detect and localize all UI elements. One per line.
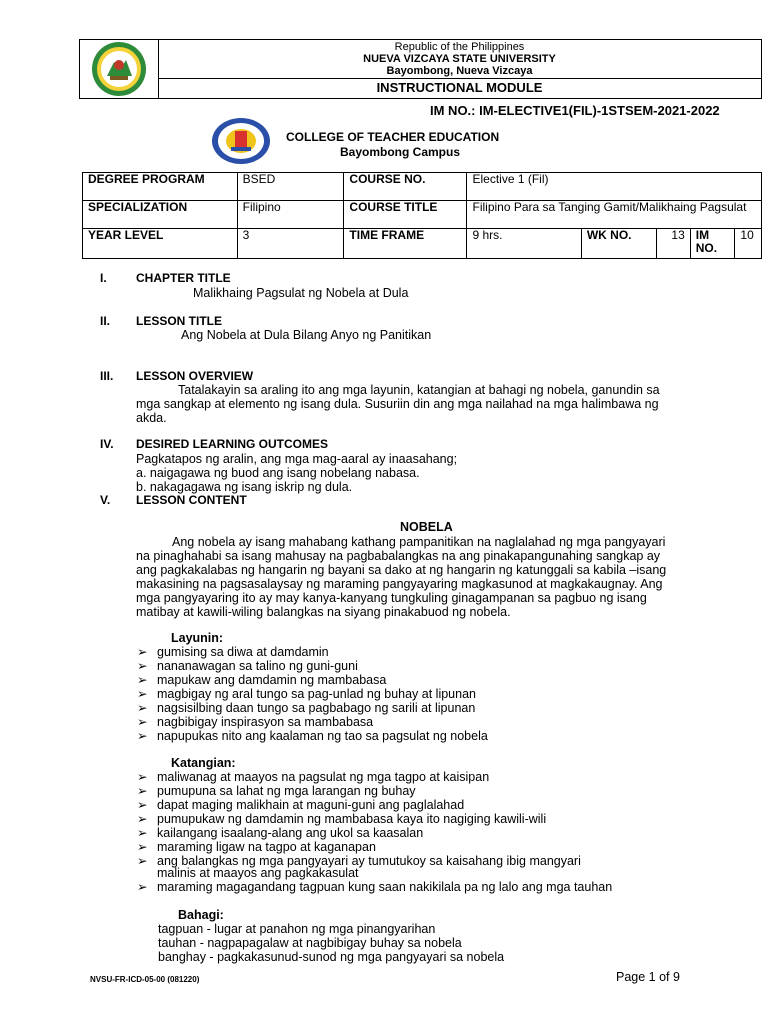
- section-number: IV.: [100, 437, 114, 451]
- arrow-bullet-icon: ➢: [137, 687, 148, 701]
- arrow-bullet-icon: ➢: [137, 840, 148, 854]
- page-number: Page 1 of 9: [616, 970, 680, 984]
- arrow-bullet-icon: ➢: [137, 880, 148, 894]
- university-logo-cell: [80, 40, 159, 98]
- arrow-bullet-icon: ➢: [137, 826, 148, 840]
- year-level-value: 3: [237, 229, 344, 259]
- campus-name: Bayombong Campus: [340, 145, 461, 159]
- time-frame-value: 9 hrs.: [467, 229, 581, 259]
- list-item-text: maraming magagandang tagpuan kung saan nakikilala pa ng lalo ang mga tauhan: [157, 880, 613, 894]
- overview-line: mga sangkap at elemento ng isang dula. Susuriin din ang mga nailahad na mga halimbawa ng: [136, 397, 659, 411]
- paragraph-line: Ang nobela ay isang mahabang kathang pampanitikan na naglalahad ng mga pangyayari: [172, 535, 666, 549]
- section-heading: DESIRED LEARNING OUTCOMES: [136, 437, 329, 451]
- katangian-heading: Katangian:: [171, 756, 236, 770]
- paragraph-line: mga pangyayaring ito ay may kanya-kanyang tungkuling ginagampanan sa pagbuo ng isang: [136, 591, 647, 605]
- arrow-bullet-icon: ➢: [137, 701, 148, 715]
- list-item-text: pumupuna sa lahat ng mga larangan ng buhay: [157, 784, 416, 798]
- college-seal-icon: [211, 117, 271, 165]
- chapter-title-text: Malikhaing Pagsulat ng Nobela at Dula: [193, 286, 409, 300]
- section-heading: LESSON CONTENT: [136, 493, 247, 507]
- lesson-title-text: Ang Nobela at Dula Bilang Anyo ng Panitikan: [181, 328, 432, 342]
- degree-label: DEGREE PROGRAM: [83, 173, 238, 201]
- arrow-bullet-icon: ➢: [137, 673, 148, 687]
- list-item-text: nananawagan sa talino ng guni-guni: [157, 659, 358, 673]
- outcome-line: b. nakagagawa ng isang iskrip ng dula.: [136, 480, 353, 494]
- arrow-bullet-icon: ➢: [137, 659, 148, 673]
- university-location: Bayombong, Nueva Vizcaya: [386, 65, 533, 77]
- table-row: [83, 201, 762, 229]
- outcome-line: Pagkatapos ng aralin, ang mga mag-aaral ay inaasahang;: [136, 452, 458, 466]
- bahagi-item: tagpuan - lugar at panahon ng mga pinangyarihan: [158, 922, 436, 936]
- overview-line: Tatalakayin sa araling ito ang mga layunin, katangian at bahagi ng nobela, ganundin sa: [178, 383, 660, 397]
- list-item-text: ang balangkas ng mga pangyayari ay tumutukoy sa kaisahang ibig mangyari: [157, 854, 581, 868]
- arrow-bullet-icon: ➢: [137, 770, 148, 784]
- paragraph-line: ang pagkakalabas ng hangarin ng bayani sa dako at ng hangarin ng katunggali sa kabila –isang: [136, 563, 667, 577]
- course-info-table: [82, 172, 762, 259]
- arrow-bullet-icon: ➢: [137, 854, 148, 868]
- content-heading: NOBELA: [400, 520, 453, 534]
- college-block: [286, 130, 499, 160]
- week-no-label: WK NO.: [581, 229, 656, 259]
- bahagi-item: banghay - pagkakasunud-sunod ng mga pangyayari sa nobela: [158, 950, 505, 964]
- college-name: COLLEGE OF TEACHER EDUCATION: [286, 130, 500, 144]
- list-item-text: maraming ligaw na tagpo at kaganapan: [157, 840, 376, 854]
- list-item-text: dapat maging malikhain at maguni-guni ang paglalahad: [157, 798, 465, 812]
- arrow-bullet-icon: ➢: [137, 729, 148, 743]
- section-heading: LESSON OVERVIEW: [136, 369, 254, 383]
- arrow-bullet-icon: ➢: [137, 812, 148, 826]
- paragraph-line: makasining na pagsasalaysay ng maraming pangyayaring magkasunod at magkakaugnay. Ang: [136, 577, 663, 591]
- list-item-text: nagsisilbing daan tungo sa pagbabago ng sarili at lipunan: [157, 701, 476, 715]
- im-number: IM NO.: IM-ELECTIVE1(FIL)-1STSEM-2021-2022: [430, 103, 720, 118]
- list-item-text: pumupukaw ng damdamin ng mambabasa kaya ito nagiging kawili-wili: [157, 812, 547, 826]
- section-number: V.: [100, 493, 111, 507]
- paragraph-line: matibay at kawili-wiling balangkas na siyang pinakabuod ng nobela.: [136, 605, 511, 619]
- course-title-value: Filipino Para sa Tanging Gamit/Malikhaing Pagsulat: [467, 201, 762, 229]
- course-no-value: Elective 1 (Fil): [467, 173, 762, 201]
- section-heading: LESSON TITLE: [136, 314, 223, 328]
- list-item-text: mapukaw ang damdamin ng mambabasa: [157, 673, 387, 687]
- university-seal-icon: [80, 40, 158, 98]
- list-item-text: nagbibigay inspirasyon sa mambabasa: [157, 715, 374, 729]
- module-title: INSTRUCTIONAL MODULE: [376, 80, 543, 95]
- section-number: III.: [100, 369, 114, 383]
- paragraph-line: na pinaghahabi sa isang mahusay na pagbabalangkas na ang pinakapangunahing sangkap ay: [136, 549, 661, 563]
- bahagi-heading: Bahagi:: [178, 908, 224, 922]
- degree-value: BSED: [237, 173, 344, 201]
- section-heading: CHAPTER TITLE: [136, 271, 231, 285]
- table-row: [83, 173, 762, 201]
- specialization-label: SPECIALIZATION: [83, 201, 238, 229]
- university-header: [158, 40, 761, 79]
- university-name: NUEVA VIZCAYA STATE UNIVERSITY: [363, 53, 556, 65]
- year-level-label: YEAR LEVEL: [83, 229, 238, 259]
- outcome-line: a. naigagawa ng buod ang isang nobelang nabasa.: [136, 466, 420, 480]
- section-number: I.: [100, 271, 107, 285]
- course-title-label: COURSE TITLE: [344, 201, 467, 229]
- republic-line: Republic of the Philippines: [394, 41, 525, 53]
- header-box: [79, 39, 762, 99]
- table-row: [83, 229, 762, 259]
- im-no-value: 10: [735, 229, 762, 259]
- week-no-value: 13: [657, 229, 691, 259]
- time-frame-label: TIME FRAME: [344, 229, 467, 259]
- bahagi-item: tauhan - nagpapagalaw at nagbibigay buhay sa nobela: [158, 936, 462, 950]
- arrow-bullet-icon: ➢: [137, 798, 148, 812]
- form-code: NVSU-FR-ICD-05-00 (081220): [90, 975, 200, 984]
- layunin-heading: Layunin:: [171, 631, 224, 645]
- list-item-text: magbigay ng aral tungo sa pag-unlad ng buhay at lipunan: [157, 687, 476, 701]
- list-item-text: kailangang isaalang-alang ang ukol sa kaasalan: [157, 826, 424, 840]
- arrow-bullet-icon: ➢: [137, 645, 148, 659]
- overview-line: akda.: [136, 411, 167, 425]
- list-item-text: maliwanag at maayos na pagsulat ng mga tagpo at kaisipan: [157, 770, 490, 784]
- arrow-bullet-icon: ➢: [137, 784, 148, 798]
- specialization-value: Filipino: [237, 201, 344, 229]
- section-number: II.: [100, 314, 111, 328]
- arrow-bullet-icon: ➢: [137, 715, 148, 729]
- list-item-text: napupukas nito ang kaalaman ng tao sa pagsulat ng nobela: [157, 729, 488, 743]
- list-item-text: gumising sa diwa at damdamin: [157, 645, 329, 659]
- course-no-label: COURSE NO.: [344, 173, 467, 201]
- katangian-continuation: malinis at maayos ang pagkakasulat: [157, 866, 359, 880]
- im-no-label: IM NO.: [690, 229, 735, 259]
